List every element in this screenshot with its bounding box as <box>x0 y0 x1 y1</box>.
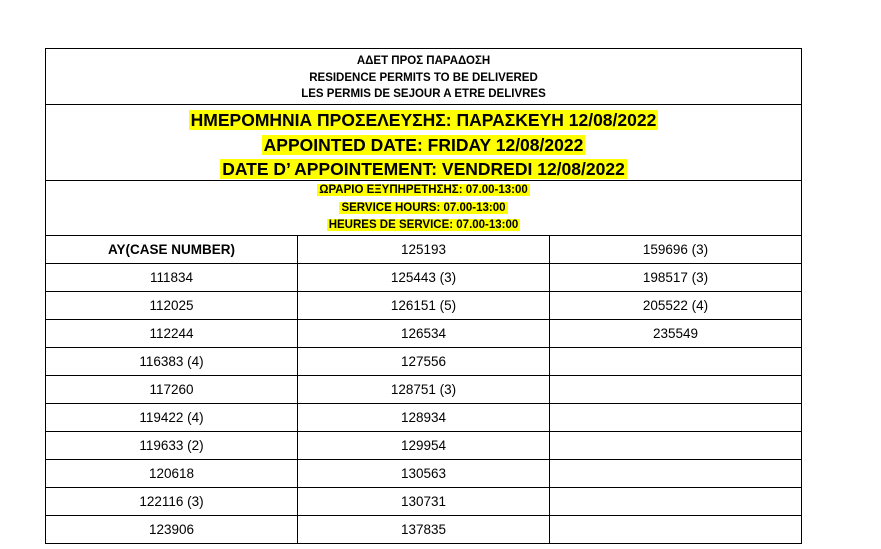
table-cell: 137835 <box>298 516 550 544</box>
table-row <box>46 320 802 348</box>
table-cell: 127556 <box>298 348 550 376</box>
table-row <box>46 236 802 264</box>
title-french: LES PERMIS DE SEJOUR A ETRE DELIVRES <box>301 88 546 100</box>
appointment-date-english: APPOINTED DATE: FRIDAY 12/08/2022 <box>263 134 584 155</box>
table-cell: 126151 (5) <box>298 292 550 320</box>
table-cell <box>550 376 802 404</box>
table-cell: 123906 <box>46 516 298 544</box>
case-numbers-table <box>45 235 802 544</box>
table-cell: 125193 <box>298 236 550 264</box>
table-cell: 112025 <box>46 292 298 320</box>
table-cell: 235549 <box>550 320 802 348</box>
table-cell <box>550 432 802 460</box>
title-english: RESIDENCE PERMITS TO BE DELIVERED <box>309 71 538 84</box>
table-cell <box>550 348 802 376</box>
table-cell: 128751 (3) <box>298 376 550 404</box>
table-cell <box>550 488 802 516</box>
table-cell: 198517 (3) <box>550 264 802 292</box>
service-hours-block <box>45 180 802 235</box>
permits-document <box>45 48 802 544</box>
table-row <box>46 264 802 292</box>
table-cell: 130563 <box>298 460 550 488</box>
service-hours-english: SERVICE HOURS: 07.00-13:00 <box>341 201 506 214</box>
table-cell: 122116 (3) <box>46 488 298 516</box>
table-row <box>46 488 802 516</box>
table-cell: 159696 (3) <box>550 236 802 264</box>
appointment-date-greek: ΗΜΕΡΟΜΗΝΙΑ ΠΡΟΣΕΛΕΥΣΗΣ: ΠΑΡΑΣΚΕΥΗ 12/08/2022 <box>190 110 657 130</box>
service-hours-greek: ΩΡΑΡΙΟ ΕΞΥΠΗΡΕΤΗΣΗΣ: 07.00-13:00 <box>319 184 528 196</box>
table-cell: 130731 <box>298 488 550 516</box>
table-cell: 129954 <box>298 432 550 460</box>
table-row <box>46 348 802 376</box>
table-cell: 205522 (4) <box>550 292 802 320</box>
table-cell: 119633 (2) <box>46 432 298 460</box>
table-cell: 126534 <box>298 320 550 348</box>
table-row <box>46 292 802 320</box>
table-cell <box>550 516 802 544</box>
table-cell: 125443 (3) <box>298 264 550 292</box>
table-cell: 117260 <box>46 376 298 404</box>
table-cell: 112244 <box>46 320 298 348</box>
table-cell: 111834 <box>46 264 298 292</box>
service-hours-french: HEURES DE SERVICE: 07.00-13:00 <box>328 219 519 231</box>
table-cell <box>550 404 802 432</box>
appointment-date-block <box>45 104 802 180</box>
table-row <box>46 404 802 432</box>
title-greek: ΑΔΕΤ ΠΡΟΣ ΠΑΡΑΔΟΣΗ <box>356 55 491 67</box>
title-block <box>45 48 802 104</box>
table-cell: 116383 (4) <box>46 348 298 376</box>
table-row <box>46 376 802 404</box>
table-cell: 120618 <box>46 460 298 488</box>
table-row <box>46 460 802 488</box>
table-row <box>46 432 802 460</box>
table-cell <box>550 460 802 488</box>
table-cell: 128934 <box>298 404 550 432</box>
case-number-column-header: AY(CASE NUMBER) <box>46 236 298 264</box>
table-cell: 119422 (4) <box>46 404 298 432</box>
appointment-date-french: DATE D’ APPOINTEMENT: VENDREDI 12/08/2022 <box>222 159 625 179</box>
table-row <box>46 516 802 544</box>
